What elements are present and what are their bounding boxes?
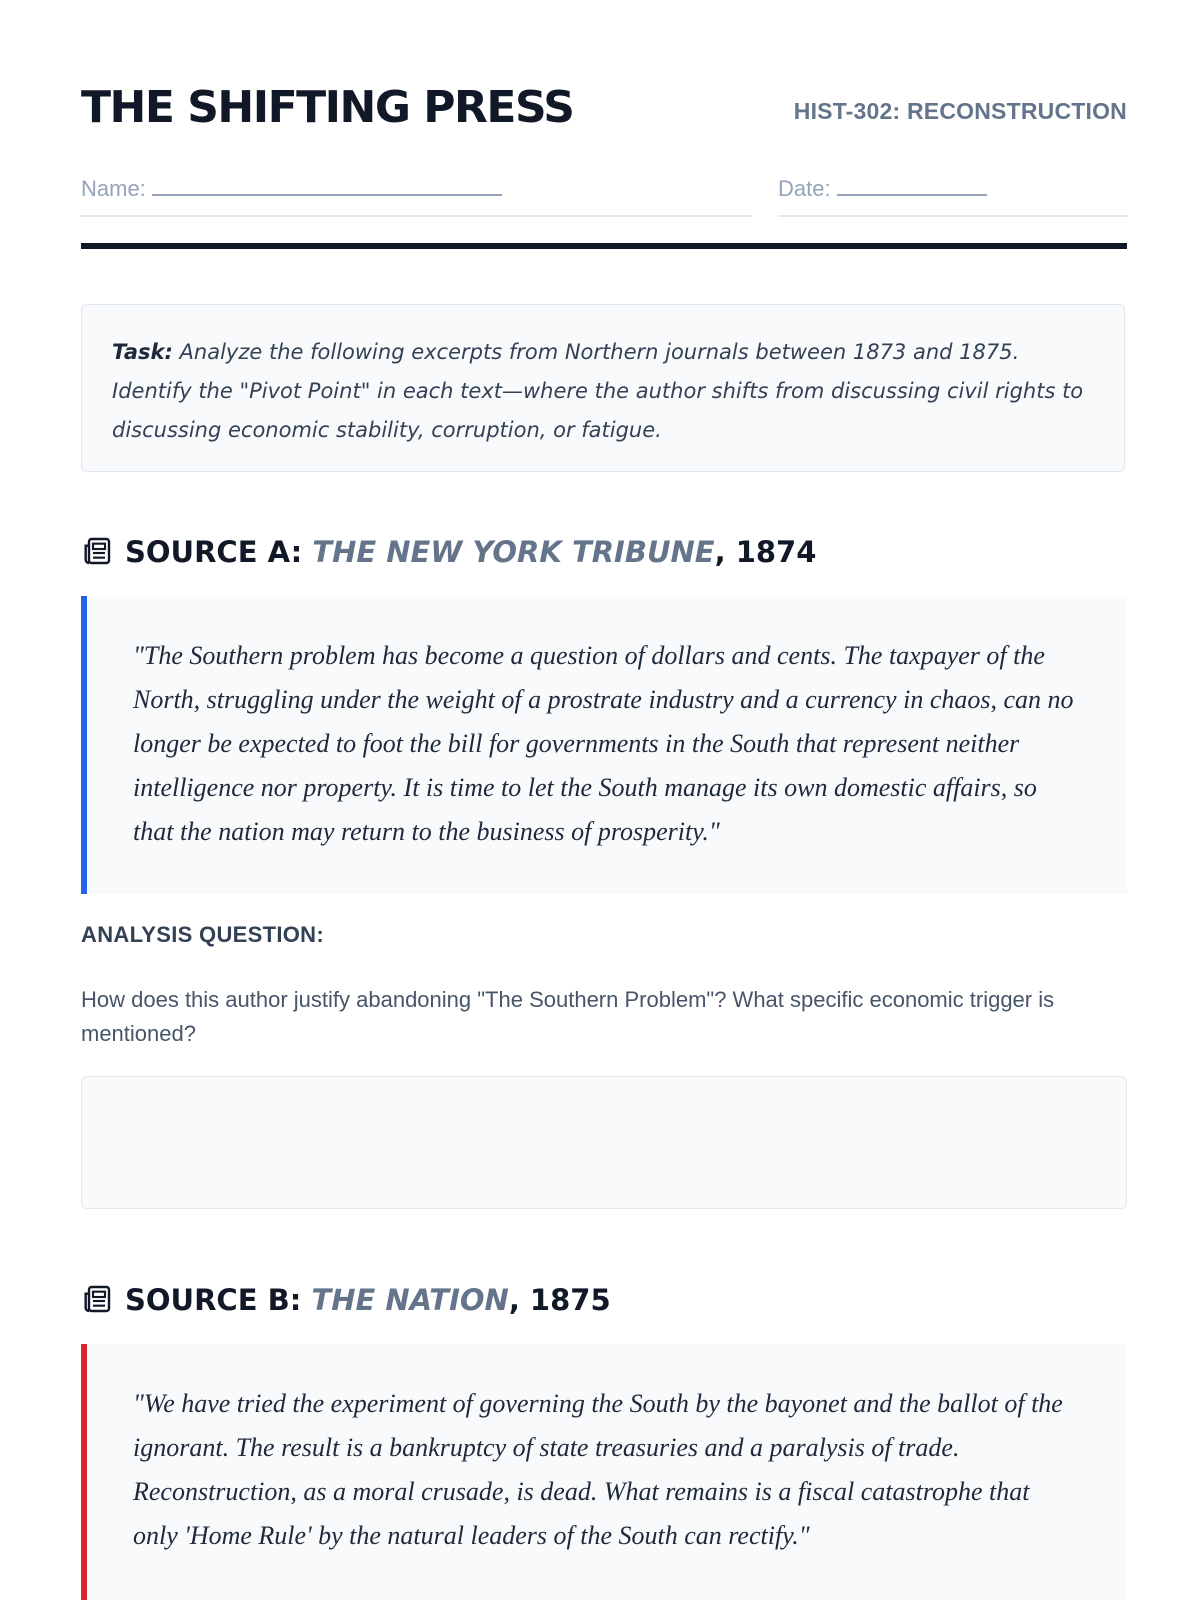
name-field[interactable] [81,174,751,217]
page-title: THE SHIFTING PRESS [81,82,574,133]
name-blank-line[interactable] [152,174,502,196]
source-b-year: , 1875 [508,1283,611,1317]
analysis-question-text: How does this author justify abandoning "The Southern Problem"? What specific economic trigger is mentioned? [81,987,1055,1046]
source-a-publication: THE NEW YORK TRIBUNE [312,535,715,569]
source-a-year: , 1874 [714,535,817,569]
source-b-quote: "We have tried the experiment of governing the South by the bayonet and the ballot of the ignorant. The result is a bankruptcy of state treasuries and a paralysis of trade. Reconstruction, as a moral crusade, is dead. What remains is a fiscal catastrophe that only 'Home Rule' by the natural leaders of the South can rectify." [81,1344,1127,1600]
task-label: Task: [112,340,173,364]
source-b-publication: THE NATION [311,1283,509,1317]
task-instructions [81,304,1125,472]
course-code: HIST-302: RECONSTRUCTION [793,98,1127,124]
task-text: Analyze the following excerpts from Northern journals between 1873 and 1875. Identify the "Pivot Point" in each text—where the author shifts from discussing civil rights to discussing economic stability, corruption, or fatigue. [112,340,1084,442]
header-divider [81,243,1127,249]
source-b-prefix: SOURCE B: [125,1283,312,1317]
newspaper-icon [81,535,113,567]
newspaper-icon [81,1283,113,1315]
date-field[interactable] [778,174,1127,217]
source-a-quote: "The Southern problem has become a question of dollars and cents. The taxpayer of the North, struggling under the weight of a prostrate industry and a currency in chaos, can no longer be expected to foot the bill for governments in the South that represent neither intelligence nor property. It is time to let the South manage its own domestic affairs, so that the nation may return to the business of prosperity." [81,596,1127,894]
answer-input-box[interactable] [81,1076,1127,1209]
date-blank-line[interactable] [837,174,987,196]
date-label: Date: [778,176,831,201]
masthead [81,80,1127,135]
source-a-heading [81,530,816,574]
source-a-prefix: SOURCE A: [125,535,313,569]
name-label: Name: [81,176,146,201]
source-b-heading [81,1278,611,1322]
analysis-question-label: ANALYSIS QUESTION: [81,922,324,947]
